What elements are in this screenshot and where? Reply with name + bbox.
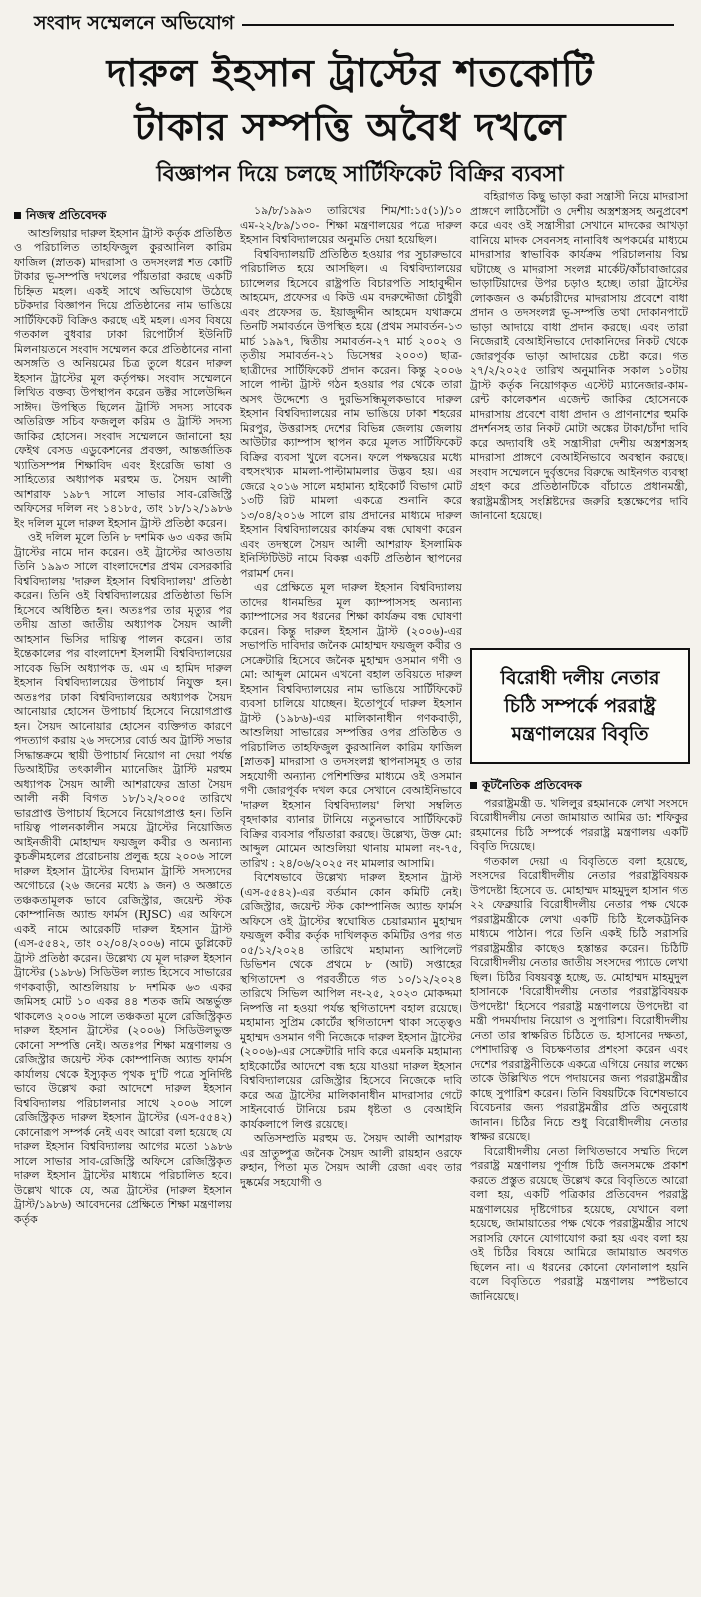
paragraph: এর প্রেক্ষিতে মূল দারুল ইহসান বিশ্ববিদ্যালয় তাদের ধানমন্ডির মূল ক্যাম্পাসসহ অন্যান্য ক্যাম্পাসের সব ধরনের শিক্ষা কার্যক্রম বন্ধ ঘোষণা করেন। কিন্তু দারুল ইহসান ট্রাস্ট (২০০৬)-এর সভাপতি দাবিদার জনৈক মোহাম্মদ ফয়জুল কবীর ও সেক্রেটারি হিসেবে জনৈক মুহাম্মদ ওসমান গণী ও মো: আব্দুল মোমেন এখনো বহাল তবিয়তে দারুল ইহসান বিশ্ববিদ্যালয়ের নাম ভাঙিয়ে সার্টিফিকেট ব্যবসা চালিয়ে যাচ্ছেন। ইতোপূর্বে দারুল ইহসান ট্রাস্ট (১৯৮৬)-এর মালিকানাধীন গণকবাড়ী, আশুলিয়া সাভারের সম্পত্তির ওপর প্রতিষ্ঠিত ও পরিচালিত তাহফিজুল কুরআনিল কারিম ফাজিল [স্নাতক] মাদরাসা ও তদসংলগ্ন স্থাপনাসমূহ ও তার সহযোগী অন্যান্য পেশিশক্তির মাধ্যমে ওই ওসমান গণী জোরপূর্বক দখল করে সেখানে বেআইনিভাবে 'দারুল ইহসান বিশ্ববিদ্যালয়' লিখা সম্বলিত বৃহদাকার ব্যানার টানিয়ে নতুনভাবে সার্টিফিকেট বিক্রির ব্যবসার পাঁয়তারা করছে। উল্লেখ্য, উক্ত মো: আব্দুল মোমেন আশুলিয়া থানায় মামলা নং-৭৫, তারিখ : ২৪/০৬/২০২৫ নং মামলার আসামি।	[240, 581, 462, 870]
paragraph: অতিসম্প্রতি মরহুম ড. সৈয়দ আলী আশরাফ এর ভ্রাতুষ্পুত্র জনৈক সৈয়দ আলী রায়হান ওরফে রুহান, পিতা মৃত সৈয়দ আলী রেজা এবং তার দুষ্কর্মের সহযোগী ও	[240, 1132, 462, 1189]
bullet-square-icon	[14, 212, 21, 219]
kicker-rule	[242, 24, 674, 26]
article-column-1	[14, 208, 232, 1588]
sidebar-article-body	[470, 778, 688, 1588]
sidebar-byline	[470, 778, 688, 793]
paragraph: বিশেষভাবে উল্লেখ্য দারুল ইহসান ট্রাস্ট (এস-৫৫৪২)-এর বর্তমান কোন কমিটি নেই। রেজিস্ট্রার, জয়েন্ট স্টক কোম্পানিজ অ্যান্ড ফার্মস অফিসে ওই ট্রাস্টের স্বঘোষিত চেয়ারম্যান মুহাম্মদ ফয়জুল কবীর কর্তৃক দাখিলকৃত কমিটির ওপর গত ০৫/১২/২০২৪ তারিখে মহামান্য আপিলেট ডিভিশন থেকে প্রথমে ৮ (আট) সপ্তাহের স্থগিতাদেশ ও পরবর্তীতে গত ১০/১২/২০২৪ তারিখে সিভিল আপিল নং-২৫, ২০২৩ মোকদ্দমা নিষ্পত্তি না হওয়া পর্যন্ত স্থগিতাদেশ বহাল রয়েছে। মহামান্য সুপ্রিম কোর্টের স্থগিতাদেশ থাকা সত্ত্বেও মুহাম্মদ ওসমান গণী নিজেকে দারুল ইহসান ট্রাস্টের (২০০৬)-এর সেক্রেটারি দাবি করে এমনকি মহামান্য হাইকোর্টের আদেশে বন্ধ হয়ে যাওয়া দারুল ইহসান বিশ্ববিদ্যালয়ের রেজিস্ট্রার হিসেবে নিজেকে দাবি করে অত্র ট্রাস্টের মালিকানাধীন মাদরাসার গেটে সাইনবোর্ড টানিয়ে চরম ধৃষ্টতা ও বেআইনি কার্যকলাপে লিপ্ত রয়েছে।	[240, 871, 462, 1131]
paragraph: ওই দলিল মূলে তিনি ৮ দশমিক ৬৩ একর জমি ট্রাস্টের নামে দান করেন। ওই ট্রাস্টের আওতায় তিনি ১৯৯৩ সালে বাংলাদেশের প্রথম বেসরকারি বিশ্ববিদ্যালয় 'দারুল ইহসান বিশ্ববিদ্যালয়' প্রতিষ্ঠা করেন। তিনি ওই বিশ্ববিদ্যালয়ের প্রতিষ্ঠাতা ভিসি হিসেবে অধিষ্ঠিত হন। অতঃপর তার মৃত্যুর পর তদীয় ভ্রাতা জাতীয় অধ্যাপক সৈয়দ আলী আহসান ভিসির দায়িত্ব পালন করেন। তার ইন্তেকালের পর বাংলাদেশ ইসলামী বিশ্ববিদ্যালয়ের সাবেক ভিসি অধ্যাপক ড. এম এ হামিদ দারুল ইহসান বিশ্ববিদ্যালয়ের উপাচার্য নিযুক্ত হন। অতঃপর ঢাকা বিশ্ববিদ্যালয়ের অধ্যাপক সৈয়দ আনোয়ার হোসেন উপাচার্য হিসেবে নিয়োগপ্রাপ্ত হন। সৈয়দ আনোয়ার হোসেন ব্যক্তিগত কারণে পদত্যাগ করায় ২৬ সদস্যের বোর্ড অব ট্রাস্টি সভার সিদ্ধান্তক্রমে স্থায়ী উপাচার্য নিয়োগ না দেয়া পর্যন্ত ডিআইটির তৎকালীন ম্যানেজিং ট্রাস্টি মরহুম অধ্যাপক সৈয়দ আলী আশরাফের ভ্রাতা সৈয়দ আলী নকী বিগত ১৮/১২/২০০৫ তারিখে ভারপ্রাপ্ত উপাচার্য হিসেবে নিয়োগপ্রাপ্ত হন। তিনি দায়িত্ব পালনকালীন সময়ে ট্রাস্টের নিয়োজিত আইনজীবী মোহাম্মদ ফয়জুল কবীর ও অন্যান্য কুচক্রীমহলের প্ররোচনায় প্রলুব্ধ হয়ে ২০০৬ সালে দারুল ইহসান ট্রাস্টের বিদ্যমান ট্রাস্টি সদস্যদের অগোচরে (২৬ জনের মধ্যে ৯ জন) ও অজ্ঞাতে তঞ্চকতামূলক ভাবে রেজিস্ট্রার, জয়েন্ট স্টক কোম্পানিজ অ্যান্ড ফার্মস (RJSC) এর অফিসে একই নামে আরেকটি দারুল ইহসান ট্রাস্ট (এস-৫৫৪২, তাং ০২/০৪/২০০৬) নামে ডুপ্লিকেট ট্রাস্ট প্রতিষ্ঠা করেন। উল্লেখ্য যে মূল দারুল ইহসান ট্রাস্টের (১৯৮৬) সিডিউল ল্যান্ড হিসেবে সাভারের গণকবাড়ী, আশুলিয়ায় ৮ দশমিক ৬৩ একর জমিসহ মোট ১০ একর ৪৪ শতক জমি অন্তর্ভুক্ত থাকলেও ২০০৬ সালে তঞ্চকতা মূলে রেজিস্ট্রিকৃত দারুল ইহসান ট্রাস্টের (২০০৬) সিডিউলভুক্ত কোনো সম্পত্তি নেই। অতঃপর শিক্ষা মন্ত্রণালয় ও রেজিস্ট্রার জয়েন্ট স্টক কোম্পানিজ অ্যান্ড ফার্মস কার্যালয় থেকে ইস্যুকৃত পৃথক দু'টি পত্রে সুনির্দিষ্ট ভাবে উল্লেখ করা আদেশে দারুল ইহসান বিশ্ববিদ্যালয় পরিচালনার সাথে ২০০৬ সালে রেজিস্ট্রিকৃত দারুল ইহসান ট্রাস্টের (এস-৫৫৪২) কোনোরূপ সম্পর্ক নেই এবং আরো বলা হয়েছে যে দারুল ইহসান বিশ্ববিদ্যালয় আগের মতো ১৯৮৬ সালে সাভার সাব-রেজিস্ট্রি অফিসে রেজিস্ট্রিকৃত দারুল ইহসান ট্রাস্টের মাধ্যমে পরিচালিত হবে। উল্লেখ থাকে যে, অত্র ট্রাস্টের (দারুল ইহসান ট্রাস্ট/১৯৮৬) আবেদনের প্রেক্ষিতে শিক্ষা মন্ত্রণালয় কর্তৃক	[14, 531, 232, 1226]
kicker	[34, 10, 674, 40]
paragraph: বহিরাগত কিছু ভাড়া করা সন্ত্রাসী নিয়ে মাদরাসা প্রাঙ্গণে লাঠিসোঁটা ও দেশীয় অস্ত্রশস্ত্রসহ অনুপ্রবেশ করে এবং ওই সন্ত্রাসীরা সেখানে মাদকের আখড়া বানিয়ে মাদক সেবনসহ নানাবিধ অপকর্মের মাধ্যমে মাদরাসার স্বাভাবিক কার্যক্রম পরিচালনায় বিঘ্ন ঘটাচ্ছে ও মাদরাসা সংলগ্ন মার্কেট/কাঁচাবাজারের ভাড়াটিয়াদের উপর চড়াও হচ্ছে। তারা ট্রাস্টের লোকজন ও কর্মচারীদের মাদরাসায় প্রবেশে বাধা প্রদান ও তদসংলগ্ন ভূ-সম্পত্তি তথা দোকানপাটে ভাড়া আদায়ে বাধা প্রদান করছে। এবং তারা নিজেরাই বেআইনিভাবে দোকানিদের নিকট থেকে জোরপূর্বক ভাড়া আদায়ের চেষ্টা করে। গত ২৭/২/২০২৫ তারিখ অনুমানিক সকাল ১০টায় ট্রাস্ট কর্তৃক নিয়োগকৃত এস্টেট ম্যানেজার-কাম-রেন্ট কালেকশন এজেন্ট জাকির হোসেনকে মাদরাসায় প্রবেশে বাধা প্রদান ও প্রাণনাশের হুমকি প্রদর্শনসহ তার নিকট মোটা অঙ্কের টাকা/চাঁদা দাবি করে অদ্যাবধি ওই সন্ত্রাসীরা দেশীয় অস্ত্রশস্ত্রসহ মাদরাসা প্রাঙ্গণে বেআইনিভাবে অবস্থান করছে। সংবাদ সম্মেলনে দুর্বৃত্তদের বিরুদ্ধে আইনগত ব্যবস্থা গ্রহণ করে প্রতিষ্ঠানটিকে বাঁচাতে প্রধানমন্ত্রী, স্বরাষ্ট্রমন্ত্রীসহ সংশ্লিষ্টদের জরুরি হস্তক্ষেপের দাবি জানানো হয়েছে।	[470, 190, 688, 522]
byline-text: নিজস্ব প্রতিবেদক	[26, 208, 107, 222]
article-column-2	[240, 204, 462, 1588]
sidebar-headline-line-3: মন্ত্রণালয়ের বিবৃতি	[511, 723, 649, 745]
sidebar-headline-box	[470, 648, 690, 764]
headline-line-1: দারুল ইহসান ট্রাস্টের শতকোটি	[106, 51, 595, 95]
sidebar-headline-line-1: বিরোধী দলীয় নেতার	[500, 667, 660, 689]
paragraph: বিরোধীদলীয় নেতা লিখিতভাবে সম্মতি দিলে পররাষ্ট্র মন্ত্রণালয় পূর্ণাঙ্গ চিঠি জনসমক্ষে প্রকাশ করতে প্রস্তুত রয়েছে উল্লেখ করে বিবৃতিতে আরো বলা হয়, একটি পত্রিকার প্রতিবেদন পররাষ্ট্র মন্ত্রণালয়ের দৃষ্টিগোচর হয়েছে, যেখানে বলা হয়েছে, জামায়াতের পক্ষ থেকে পররাষ্ট্রমন্ত্রীর সাথে সরাসরি ফোনে যোগাযোগ করা হয় এবং বলা হয় ওই চিঠির বিষয়ে আমিরে জামায়াত অবগত ছিলেন না। এ ধরনের কোনো ফোনালাপ হয়নি বলে বিবৃতিতে পররাষ্ট্র মন্ত্রণালয় স্পষ্টভাবে জানিয়েছে।	[470, 1144, 688, 1303]
headline-line-2: টাকার সম্পত্তি অবৈধ দখলে	[134, 105, 567, 149]
paragraph: গতকাল দেয়া এ বিবৃতিতে বলা হয়েছে, সংসদের বিরোধীদলীয় নেতার পররাষ্ট্রবিষয়ক উপদেষ্টা হিসেবে ড. মোহাম্মদ মাহমুদুল হাসান গত ২২ ফেব্রুয়ারি বিরোধীদলীয় নেতার পক্ষ থেকে পররাষ্ট্রমন্ত্রীকে লেখা একটি চিঠি ইলেকট্রনিক মাধ্যমে পাঠান। পরে তিনি একই চিঠি সরাসরি পররাষ্ট্রমন্ত্রীর কাছেও হস্তান্তর করেন। চিঠিটি বিরোধীদলীয় নেতার জাতীয় সংসদের প্যাডে লেখা ছিল। চিঠির বিষয়বস্তু হচ্ছে, ড. মোহাম্মদ মাহমুদুল হাসানকে 'বিরোধীদলীয় নেতার পররাষ্ট্রবিষয়ক উপদেষ্টা' হিসেবে পররাষ্ট্র মন্ত্রণালয়ে উপদেষ্টা বা মন্ত্রী পদমর্যাদায় নিয়োগ ও সুপারিশ। বিরোধীদলীয় নেতা তার স্বাক্ষরিত চিঠিতে ড. হাসানের দক্ষতা, পেশাদারিত্ব ও বিচক্ষণতার প্রশংসা করেন এবং দেশের পররাষ্ট্রনীতিকে একত্রে এগিয়ে নেয়ার লক্ষ্যে তাকে উল্লিখিত পদে পদায়নের জন্য পররাষ্ট্রমন্ত্রীর কাছে সুপারিশ করেন। তিনি বিষয়টিকে বিশেষভাবে বিবেচনার জন্য পররাষ্ট্রমন্ত্রীর প্রতি অনুরোধ জানান। চিঠির নিচে শুধু বিরোধীদলীয় নেতার স্বাক্ষর রয়েছে।	[470, 854, 688, 1143]
sidebar-byline-text: কূটনৈতিক প্রতিবেদক	[482, 778, 582, 792]
byline	[14, 208, 232, 223]
paragraph: আশুলিয়ার দারুল ইহসান ট্রাস্ট কর্তৃক প্রতিষ্ঠিত ও পরিচালিত তাহফিজুল কুরআনিল কারিম ফাজিল (স্নাতক) মাদরাসা ও তদসংলগ্ন শত কোটি টাকার ভূ-সম্পত্তি দখলের পাঁয়তারা করছে একটি চিহ্নিত মহল। একই সাথে অভিযোগ উঠেছে চটকদার বিজ্ঞাপন দিয়ে প্রতিষ্ঠানের নাম ভাঙিয়ে সার্টিফিকেট বিক্রিও করছে এই মহল। এসব বিষয়ে গতকাল বুধবার ঢাকা রিপোর্টার্স ইউনিটি মিলনায়তনে সংবাদ সম্মেলন করে প্রতিষ্ঠানের নানা অসঙ্গতি ও অনিয়মের চিত্র তুলে ধরেন দারুল ইহসান ট্রাস্টের মূল কর্তৃপক্ষ। সংবাদ সম্মেলনে লিখিত বক্তব্য উপস্থাপন করেন ডক্টর সালেউদ্দিন সাঈদ। উপস্থিত ছিলেন ট্রাস্টি সদস্য সাবেক অতিরিক্ত সচিব ফজলুল করিম ও ট্রাস্টি সদস্য জাকির হোসেন। সংবাদ সম্মেলনে জানানো হয় ফেইথ বেসড এডুকেশনের প্রবক্তা, আন্তর্জাতিক খ্যাতিসম্পন্ন শিক্ষাবিদ এবং ইংরেজি ভাষা ও সাহিত্যের অধ্যাপক মরহুম ড. সৈয়দ আলী আশরাফ ১৯৮৭ সালে সাভার সাব-রেজিস্ট্রি অফিসের দলিল নং ১৪১৮৫, তাং ১৮/১২/১৯৮৬ ইং দলিল মূলে দারুল ইহসান ট্রাস্ট প্রতিষ্ঠা করেন।	[14, 226, 232, 530]
article-column-3	[470, 190, 688, 616]
subheadline: বিজ্ঞাপন দিয়ে চলছে সার্টিফিকেট বিক্রির ব্যবসা	[156, 162, 564, 187]
paragraph: ১৯/৮/১৯৯৩ তারিখের শিম/শা:১৫(১)/১০ এম-২২/৮৯/১৩০- শিক্ষা মন্ত্রণালয়ের পত্রে দারুল ইহসান বিশ্ববিদ্যালয়ের অনুমতি দেয়া হয়েছিল।	[240, 204, 462, 246]
paragraph: পররাষ্ট্রমন্ত্রী ড. খলিলুর রহমানকে লেখা সংসদে বিরোধীদলীয় নেতা জামায়াত আমির ডা: শফিকুর রহমানের চিঠি সম্পর্কে পররাষ্ট্র মন্ত্রণালয় একটি বিবৃতি দিয়েছে।	[470, 796, 688, 853]
bullet-square-icon	[470, 782, 477, 789]
kicker-text: সংবাদ সম্মেলনে অভিযোগ	[34, 12, 235, 34]
sidebar-headline-line-2: চিঠি সম্পর্কে পররাষ্ট্র	[504, 695, 656, 717]
paragraph: বিশ্ববিদ্যালয়টি প্রতিষ্ঠিত হওয়ার পর সুচারুভাবে পরিচালিত হয়ে আসছিল। এ বিশ্ববিদ্যালয়ের চ্যান্সেলর হিসেবে রাষ্ট্রপতি বিচারপতি সাহাবুদ্দীন আহমেদ, প্রফেসর এ কিউ এম বদরুদ্দৌজা চৌধুরী এবং প্রফেসর ড. ইয়াজুদ্দীন আহমেদ যথাক্রমে তিনটি সমাবর্তনে উপস্থিত হয়ে (প্রথম সমাবর্তন-১৩ মার্চ ১৯৯৭, দ্বিতীয় সমাবর্তন-২৭ মার্চ ২০০২ ও তৃতীয় সমাবর্তন-২১ ডিসেম্বর ২০০৩) ছাত্র-ছাত্রীদের সার্টিফিকেট প্রদান করেন। কিন্তু ২০০৬ সালে পাল্টা ট্রাস্ট গঠন হওয়ার পর থেকে তারা অসৎ উদ্দেশ্যে ও দুরভিসন্ধিমূলকভাবে দারুল ইহসান বিশ্ববিদ্যালয়ের নাম ভাঙিয়ে ঢাকা শহরের মিরপুর, উত্তরাসহ দেশের বিভিন্ন জেলায় জেলায় আউটার ক্যাম্পাস স্থাপন করে মূলত সার্টিফিকেট বিক্রির ব্যবসা খুলে বসেন। ফলে পক্ষদ্বয়ের মধ্যে বহুসংখ্যক মামলা-পাল্টামামলার উদ্ভব হয়। এর জেরে ২০১৬ সালে মহামান্য হাইকোর্ট বিভাগ মোট ১৩টি রিট মামলা একত্রে শুনানি করে ১৩/০৪/২০১৬ সালে রায় প্রদানের মাধ্যমে দারুল ইহসান বিশ্ববিদ্যালয়ের কার্যক্রম বন্ধ ঘোষণা করেন এবং তদস্থলে সৈয়দ আলী আশরাফ ইসলামিক ইনিস্টিটিউট নামে বিকল্প একটি প্রতিষ্ঠান স্থাপনের পরামর্শ দেন।	[240, 247, 462, 580]
